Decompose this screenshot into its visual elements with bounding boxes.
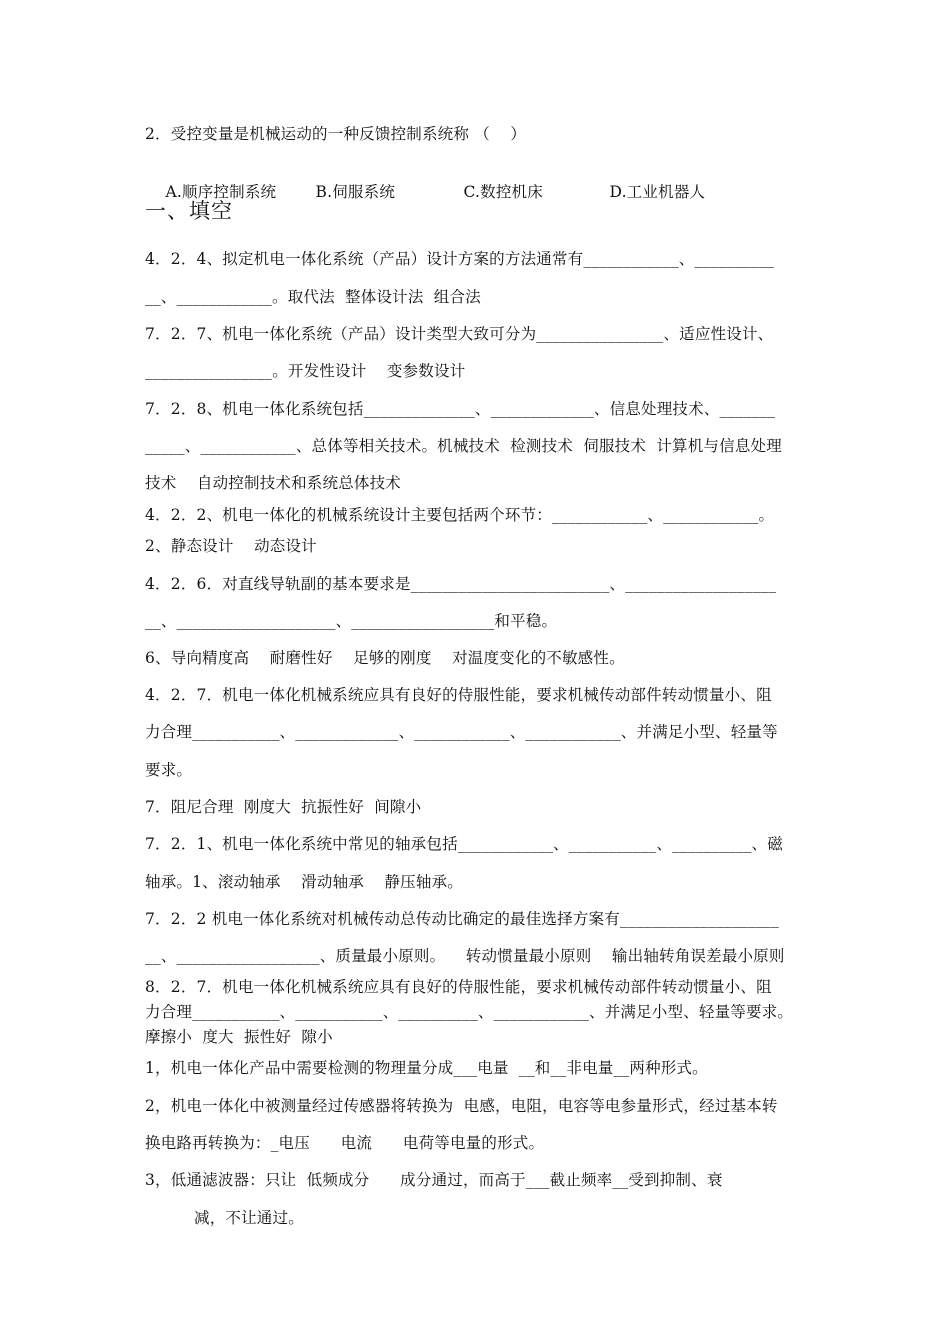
text-line: 要求。 — [145, 761, 193, 779]
option-a: A.顺序控制系统 — [165, 183, 277, 201]
text-line: 7．2．2 机电一体化系统对机械传动总传动比确定的最佳选择方案有____________________ — [145, 910, 779, 928]
text-line: 1，机电一体化产品中需要检测的物理量分成___电量 __和__非电量__两种形式。 — [145, 1059, 708, 1077]
text-line: __、____________。取代法 整体设计法 组合法 — [145, 288, 481, 306]
text-line: 换电路再转换为：_电压 电流 电荷等电量的形式。 — [145, 1134, 545, 1152]
text-line: 力合理___________、_____________、____________、____________、并满足小型、轻量等 — [145, 723, 778, 741]
text-line: 轴承。1、滚动轴承 滑动轴承 静压轴承。 — [145, 873, 463, 891]
text-line: __、____________________、__________________和平稳。 — [145, 612, 558, 630]
text-line: ________________。开发性设计 变参数设计 — [145, 362, 466, 380]
text-line: 3，低通滤波器：只让 低频成分 成分通过，而高于___截止频率__受到抑制、衰 — [145, 1171, 723, 1189]
text-line: 4．2．6．对直线导轨副的基本要求是_________________________、___________________ — [145, 575, 777, 593]
text-line: 减，不让通过。 — [194, 1209, 304, 1227]
section-title: 一、填空 — [145, 199, 233, 223]
question-stem: 2．受控变量是机械运动的一种反馈控制系统称 （ ） — [145, 125, 527, 143]
text-line: 4．2．2、机电一体化的机械系统设计主要包括两个环节：____________、____________。 — [145, 506, 775, 524]
text-line: 7．2．7、机电一体化系统（产品）设计类型大致可分为________________、适应性设计、 — [145, 325, 774, 343]
text-line: __、__________________、质量最小原则。 转动惯量最小原则 输出轴转角误差最小原则 — [145, 947, 785, 965]
text-line: 7．2．8、机电一体化系统包括______________、_____________、信息处理技术、_______ — [145, 400, 776, 418]
text-line: 力合理___________、___________、__________、____________、并满足小型、轻量等要求。 — [145, 1003, 794, 1021]
text-line: 技术 自动控制技术和系统总体技术 — [145, 474, 402, 492]
text-line: 摩擦小 度大 振性好 隙小 — [145, 1028, 333, 1046]
option-d: D.工业机器人 — [609, 183, 706, 201]
text-line: 6、导向精度高 耐磨性好 足够的刚度 对温度变化的不敏感性。 — [145, 649, 625, 667]
text-line: _____、____________、总体等相关技术。机械技术 检测技术 伺服技术 计算机与信息处理 — [145, 437, 782, 455]
text-line: 4．2．4、拟定机电一体化系统（产品）设计方案的方法通常有____________、__________ — [145, 250, 774, 268]
text-line: 8．2．7．机电一体化机械系统应具有良好的侍服性能，要求机械传动部件转动惯量小、阻 — [145, 978, 772, 996]
text-line: 2、静态设计 动态设计 — [145, 537, 317, 555]
text-line: 2，机电一体化中被测量经过传感器将转换为 电感，电阻，电容等电参量形式，经过基本转 — [145, 1097, 778, 1115]
text-line: 7．阻尼合理 刚度大 抗振性好 间隙小 — [145, 798, 422, 816]
option-b: B.伺服系统 — [315, 183, 396, 201]
option-c: C.数控机床 — [463, 183, 543, 201]
text-line: 4．2．7．机电一体化机械系统应具有良好的侍服性能，要求机械传动部件转动惯量小、阻 — [145, 686, 772, 704]
text-line: 7．2．1、机电一体化系统中常见的轴承包括____________、___________、__________、磁 — [145, 835, 783, 853]
